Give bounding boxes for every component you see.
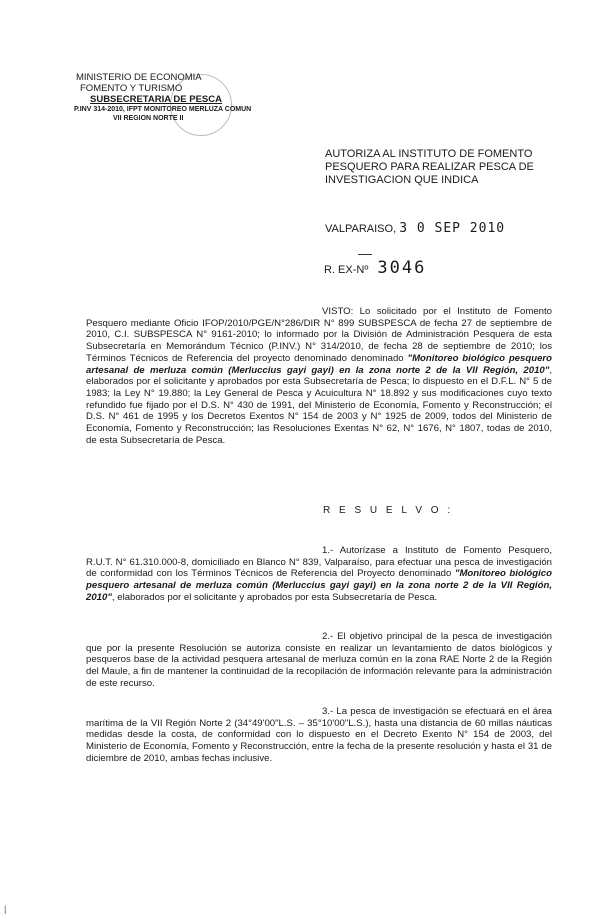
visto-text-1: Lo solicitado por el Instituto de Fomento Pesquero mediante Oficio IFOP/2010/PGE/N°286/DIR N° 899 SUBSPESCA de fecha 27 de septiembre de 2010, C.I. SUBSPESCA N° 9161-2010; lo informado por la División de Administración Pesquera de esta Subsecretaría en Memorándum Técnico (P.INV.) N° 314/2010, de fecha 28 de septiembre de 2010; los Términos Técnicos de Referencia del proyecto denominado denominado <box>86 306 552 364</box>
subsecretaria-line: SUBSECRETARIA DE PESCA <box>90 94 222 105</box>
reference-line-1: P.INV 314-2010, IFPT MONITOREO MERLUZA COMUN <box>74 106 252 113</box>
ministry-line-2: FOMENTO Y TURISMO <box>80 83 183 94</box>
ministry-line-1: MINISTERIO DE ECONOMIA <box>76 72 202 83</box>
title-line: PESQUERO PARA REALIZAR PESCA DE <box>325 161 534 173</box>
item2-text: 2.- El objetivo principal de la pesca de investigación que por la presente Resolución se autoriza consiste en realizar un levantamiento de datos biológicos y pesqueros base de la actividad pesquera artesanal de merluza común en la zona RAE Norte 2 de la Región del Maule, a fin de mantener la continuidad de la recopilación de información relevante para la administración de este recurso. <box>86 631 552 689</box>
item3-text: 3.- La pesca de investigación se efectuará en el área marítima de la VII Región Norte 2 (34°49'00"L.S. – 35°10'00"L.S.), hasta una distancia de 60 millas náuticas medidas desde la costa, de conformidad con lo dispuesto en el Decreto Exento N° 154 de 2003, del Ministerio de Economía, Fomento y Reconstrucción, entre la fecha de la presente resolución y hasta el 31 de diciembre de 2010, ambas fechas inclusive. <box>86 706 552 764</box>
resolution-item-3 <box>86 706 552 765</box>
title-line: AUTORIZA AL INSTITUTO DE FOMENTO <box>325 148 533 160</box>
rex-label: R. EX-Nº <box>324 264 369 276</box>
title-line: INVESTIGACION QUE INDICA <box>325 174 479 186</box>
resuelvo-heading: R E S U E L V O : <box>323 505 454 516</box>
item1-project-name: "Monitoreo biológico pesquero artesanal de merluza común (Merluccius gayi gayi) en la zona norte 2 de la VII Región, 2010" <box>86 568 552 603</box>
visto-text-2: , elaborados por el solicitante y aprobados por esta Subsecretaría de Pesca; lo dispuesto en el D.F.L. N° 5 de 1983; la Ley N° 19.880; la Ley General de Pesca y Acuicultura N° 18.892 y sus modificaciones cuyo texto refundido fue fijado por el D.S. N° 430 de 1991, del Ministerio de Economía, Fomento y Reconstrucción; el D.S. N° 461 de 1995 y los Decretos Exentos N° 154 de 2003 y N° 1925 de 2009, todos del Ministerio de Economía, Fomento y Reconstrucción; las Resoluciones Exentas N° 62, N° 1676, N° 1807, todas de 2010, de esta Subsecretaría de Pesca. <box>86 364 552 446</box>
resolution-item-2 <box>86 631 552 690</box>
page-mark: | <box>4 904 7 914</box>
rex-number: 3046 <box>377 258 427 278</box>
place-date <box>325 221 505 236</box>
divider <box>358 254 372 255</box>
item1-text-2: , elaborados por el solicitante y aprobados por esta Subsecretaría de Pesca. <box>111 591 438 603</box>
reference-line-2: VII REGION NORTE II <box>113 115 184 122</box>
visto-project-name: "Monitoreo biológico pesquero artesanal de merluza común (Merluccius gayi gayi) en la zona norte 2 de la VII Región, 2010" <box>86 352 552 376</box>
resolution-title <box>325 148 555 187</box>
place: VALPARAISO, <box>325 223 397 235</box>
official-seal-stamp <box>170 74 232 136</box>
resolution-item-1 <box>86 545 552 604</box>
visto-lead: VISTO: <box>322 306 354 317</box>
visto-paragraph <box>86 306 552 446</box>
resolution-number <box>324 258 426 278</box>
date-stamp: 3 0 SEP 2010 <box>399 221 506 236</box>
item1-text-1: 1.- Autorízase a Instituto de Fomento Pesquero, R.U.T. N° 61.310.000-8, domiciliado en Blanco N° 839, Valparaíso, para efectuar una pesca de investigación de conformidad con los Términos Técnicos de Referencia del Proyecto denominado <box>86 545 552 580</box>
